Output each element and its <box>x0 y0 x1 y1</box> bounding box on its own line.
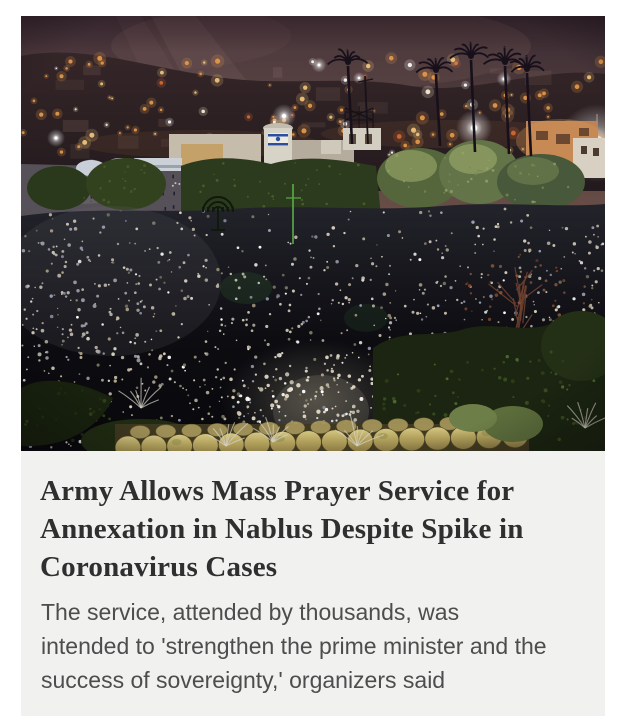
article-photo[interactable] <box>21 16 605 451</box>
article-text-panel <box>21 451 605 716</box>
article-card[interactable] <box>21 16 605 716</box>
subheadline-line: The service, attended by thousands, was <box>41 599 460 625</box>
vignette <box>21 16 605 451</box>
headline-line: Annexation in Nablus Despite Spike in <box>40 513 524 545</box>
subheadline-line: intended to 'strengthen the prime minister and the <box>41 633 547 659</box>
subheadline-line: success of sovereignty,' organizers said <box>41 667 446 693</box>
headline-line: Coronavirus Cases <box>40 551 278 583</box>
night-crowd-photo <box>21 16 605 451</box>
headline-line: Army Allows Mass Prayer Service for <box>40 475 515 507</box>
article-headline[interactable] <box>40 472 589 586</box>
article-subheadline <box>41 595 589 697</box>
